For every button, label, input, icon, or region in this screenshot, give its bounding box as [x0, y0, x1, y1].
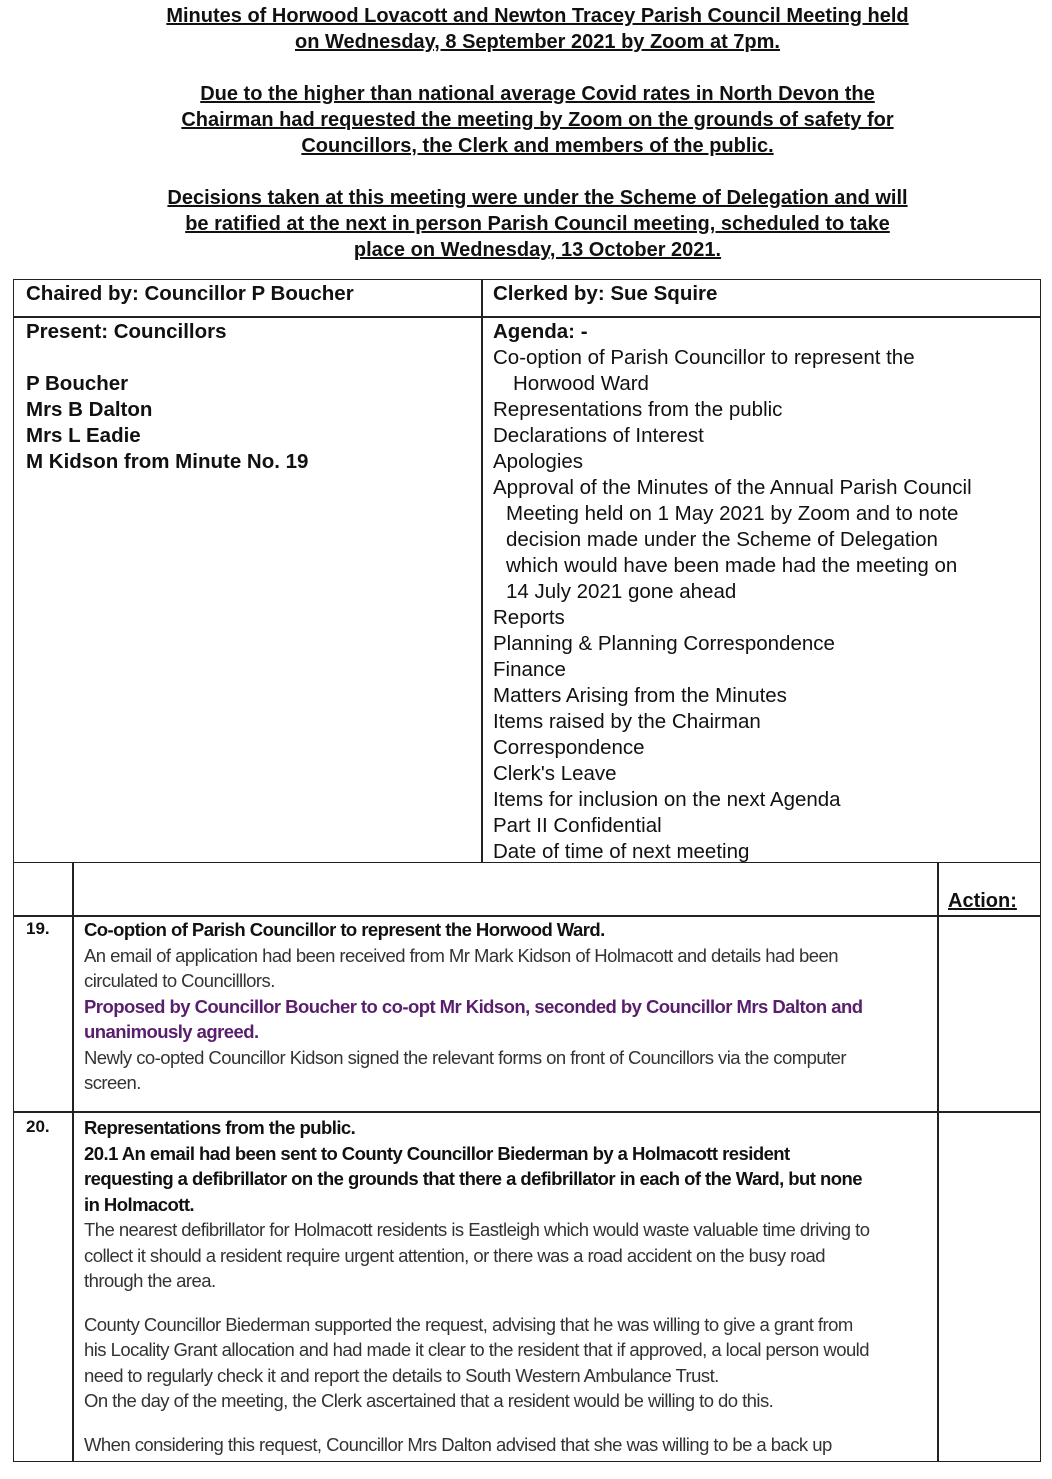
present-list	[26, 371, 308, 475]
minute-20-text: The nearest defibrillator for Holmacott residents is Eastleigh which would waste valuable time driving to	[84, 1219, 870, 1240]
agenda-item: Co-option of Parish Councillor to represent the	[493, 346, 915, 369]
agenda-item: Apologies	[493, 450, 584, 473]
covid-line-1: Due to the higher than national average Covid rates in North Devon the	[200, 83, 875, 105]
chaired-by: Chaired by: Councillor P Boucher	[26, 282, 354, 305]
agenda-item: Correspondence	[493, 736, 645, 759]
covid-notice	[0, 81, 1052, 159]
agenda-item: decision made under the Scheme of Delegation	[506, 528, 938, 551]
minute-20-text: need to regularly check it and report the details to South Western Ambulance Trust.	[84, 1364, 719, 1386]
minutes-row-line	[13, 1111, 1041, 1113]
minute-19-text: An email of application had been received from Mr Mark Kidson of Holmacott and details had been	[84, 944, 838, 966]
minute-20-subitem: 20.1 An email had been sent to County Councillor Biederman by a Holmacott resident	[84, 1142, 790, 1164]
minutes-action-column-divider	[937, 862, 939, 1462]
present-member: P Boucher	[26, 372, 129, 395]
agenda-item: Meeting held on 1 May 2021 by Zoom and to note	[506, 502, 959, 525]
minute-19-text: circulated to Councilllors.	[84, 970, 275, 991]
minutes-number-column-divider	[72, 862, 74, 1462]
minute-20-text: County Councillor Biederman supported the request, advising that he was willing to give a grant from	[84, 1313, 853, 1335]
minute-20-number: 20.	[26, 1117, 50, 1136]
agenda-item: Reports	[493, 606, 565, 629]
present-member: M Kidson from Minute No. 19	[26, 450, 309, 473]
delegation-line-1: Decisions taken at this meeting were under the Scheme of Delegation and will	[167, 187, 908, 209]
minute-20-subitem: in Holmacott.	[84, 1193, 195, 1215]
agenda-item: Declarations of Interest	[493, 424, 704, 447]
meeting-title	[0, 3, 1052, 55]
minute-19-title: Co-option of Parish Councillor to represent the Horwood Ward.	[84, 919, 605, 940]
covid-line-2: Chairman had requested the meeting by Zoom on the grounds of safety for	[181, 109, 894, 131]
minute-20-body	[84, 1115, 934, 1457]
delegation-line-3: place on Wednesday, 13 October 2021.	[353, 239, 722, 261]
delegation-notice	[0, 185, 1052, 263]
minute-20-subitem: requesting a defibrillator on the grounds that there a defibrillator in each of the Ward, but none	[84, 1168, 862, 1189]
minute-20-text: his Locality Grant allocation and had made it clear to the resident that if approved, a local person would	[84, 1339, 869, 1360]
title-line-2: on Wednesday, 8 September 2021 by Zoom at 7pm.	[295, 31, 780, 53]
present-member: Mrs B Dalton	[26, 398, 153, 421]
minute-19-number: 19.	[26, 919, 50, 938]
minute-19-resolution: unanimously agreed.	[84, 1021, 259, 1042]
meeting-info-column-divider	[481, 279, 483, 863]
agenda-item: Part II Confidential	[493, 814, 662, 837]
action-column-header: Action:	[948, 890, 1017, 912]
agenda-item: 14 July 2021 gone ahead	[506, 580, 737, 603]
agenda-item: Finance	[493, 658, 566, 681]
agenda-item: Clerk's Leave	[493, 762, 617, 785]
minute-20-title: Representations from the public.	[84, 1117, 356, 1138]
agenda-item: which would have been made had the meeting on	[506, 554, 958, 577]
clerked-by: Clerked by: Sue Squire	[493, 282, 718, 305]
agenda-item: Matters Arising from the Minutes	[493, 684, 787, 707]
minute-19-text: screen.	[84, 1072, 141, 1093]
present-member: Mrs L Eadie	[26, 424, 141, 447]
agenda-item: Planning & Planning Correspondence	[493, 632, 835, 655]
minute-19-body	[84, 917, 934, 1096]
agenda-list	[493, 345, 972, 865]
delegation-line-2: be ratified at the next in person Parish Council meeting, scheduled to take	[185, 213, 890, 235]
minute-20-text: through the area.	[84, 1270, 216, 1291]
title-line-1: Minutes of Horwood Lovacott and Newton Tracey Parish Council Meeting held	[166, 5, 909, 27]
agenda-item: Approval of the Minutes of the Annual Parish Council	[493, 476, 972, 499]
covid-line-3: Councillors, the Clerk and members of the public.	[301, 135, 774, 157]
agenda-item: Date of time of next meeting	[493, 840, 750, 863]
present-title: Present: Councillors	[26, 320, 227, 343]
agenda-item: Items for inclusion on the next Agenda	[493, 788, 841, 811]
meeting-info-row-divider	[13, 316, 1041, 318]
agenda-title: Agenda: -	[493, 320, 588, 343]
minute-19-resolution: Proposed by Councillor Boucher to co-opt Mr Kidson, seconded by Councillor Mrs Dalton and	[84, 995, 863, 1017]
minute-20-text: When considering this request, Councillor Mrs Dalton advised that she was willing to be a back up	[84, 1433, 832, 1455]
agenda-item: Items raised by the Chairman	[493, 710, 761, 733]
minute-19-text: Newly co-opted Councillor Kidson signed the relevant forms on front of Councillors via the computer	[84, 1046, 847, 1068]
agenda-item: Horwood Ward	[513, 372, 649, 395]
agenda-item: Representations from the public	[493, 398, 783, 421]
minute-20-text: On the day of the meeting, the Clerk ascertained that a resident would be willing to do this.	[84, 1390, 774, 1411]
minute-20-text: collect it should a resident require urgent attention, or there was a road accident on the busy road	[84, 1244, 825, 1266]
